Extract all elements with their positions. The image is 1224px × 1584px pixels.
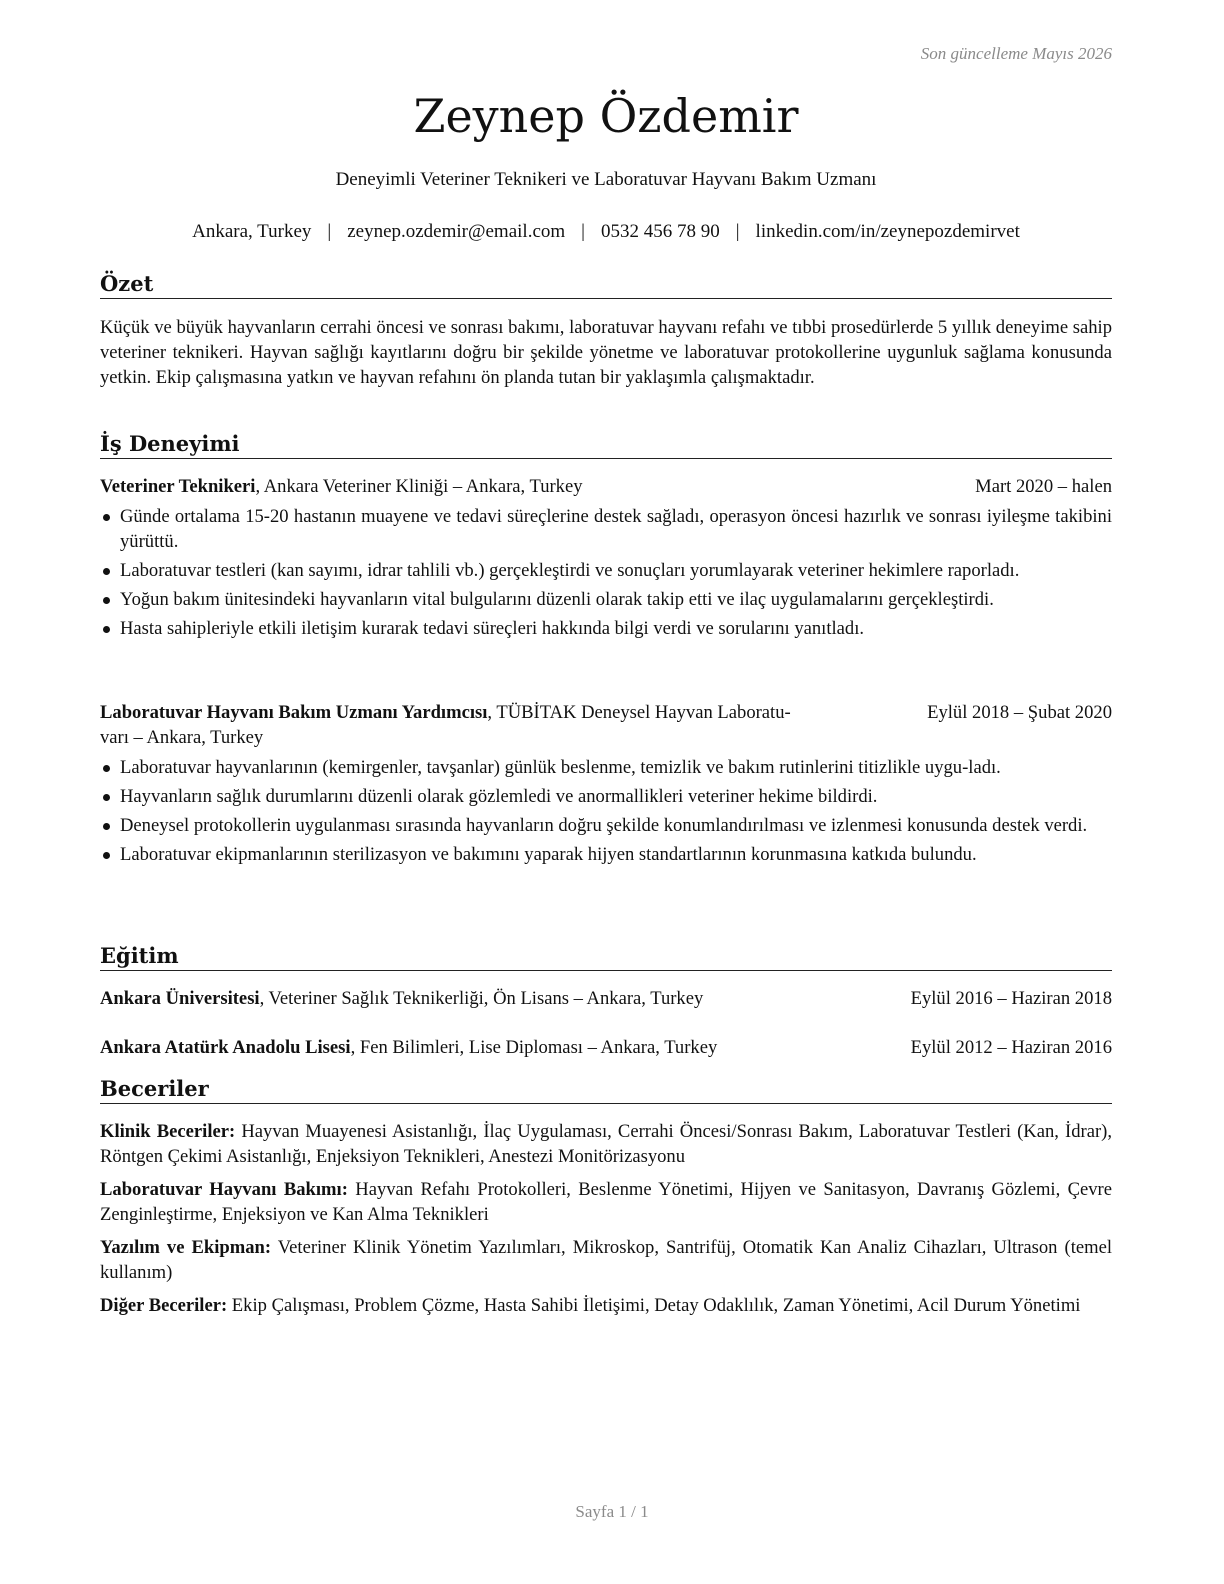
last-updated-note: Son güncelleme Mayıs 2026 [920, 44, 1112, 63]
list-item: Laboratuvar ekipmanlarının sterilizasyon ve bakımını yaparak hijyen standartlarının korunmasına katkıda bulundu. [100, 842, 1112, 867]
bullet-icon [103, 794, 110, 801]
bullet-icon [103, 852, 110, 859]
bullet-icon [103, 514, 110, 521]
list-item: Hayvanların sağlık durumlarını düzenli olarak gözlemledi ve anormallikleri veteriner hekime bildirdi. [100, 784, 1112, 809]
skill-group: Klinik Beceriler: Hayvan Muayenesi Asistanlığı, İlaç Uygulaması, Cerrahi Öncesi/Sonrası Bakım, Laboratuvar Testleri (Kan, İdrar), Röntgen Çekimi Asistanlığı, Enjeksiyon Teknikleri, Anestezi Monitörizasyonu [100, 1121, 1113, 1167]
school-name: Ankara Üniversitesi [100, 988, 260, 1009]
location: Ankara, Turkey [192, 221, 312, 242]
list-item: Deneysel protokollerin uygulanması sırasında hayvanların doğru şekilde konumlandırılması ve izlenmesi konusunda destek verdi. [100, 813, 1112, 838]
job-org-continued: varı – Ankara, Turkey [100, 727, 264, 748]
headline: Deneyimli Veteriner Teknikeri ve Laboratuvar Hayvanı Bakım Uzmanı [335, 169, 877, 190]
list-item: Hasta sahipleriyle etkili iletişim kurarak tedavi süreçleri hakkında bilgi verdi ve sorularını yanıtladı. [100, 616, 1112, 641]
education-entry [100, 1035, 1112, 1060]
job-role: Veteriner Teknikeri [100, 476, 256, 497]
skill-label: Laboratuvar Hayvanı Bakımı: [100, 1179, 348, 1200]
section-title-experience: İş Deneyimi [100, 431, 1112, 459]
list-item: Günde ortalama 15-20 hastanın muayene ve tedavi süreçlerine destek sağladı, operasyon öncesi hazırlık ve sonrası iyileşme takibini yürüttü. [100, 504, 1112, 554]
job-org: , Ankara Veteriner Kliniği – Ankara, Turkey [255, 476, 583, 497]
job-bullets [100, 755, 1112, 867]
skill-group: Laboratuvar Hayvanı Bakımı: Hayvan Refahı Protokolleri, Beslenme Yönetimi, Hijyen ve Sanitasyon, Davranış Gözlemi, Çevre Zenginleştirme, Enjeksiyon ve Kan Alma Teknikleri [100, 1179, 1112, 1225]
bullet-icon [103, 568, 110, 575]
job-entry [100, 474, 1112, 645]
skill-label: Yazılım ve Ekipman: [100, 1237, 272, 1258]
email-link[interactable]: zeynep.ozdemir@email.com [347, 221, 566, 242]
job-header [100, 700, 1112, 750]
job-role: Laboratuvar Hayvanı Bakım Uzmanı Yardımcısı [100, 702, 488, 723]
phone-number[interactable]: 0532 456 78 90 [600, 221, 720, 242]
degree-detail: , Fen Bilimleri, Lise Diploması – Ankara, Turkey [350, 1037, 718, 1058]
education-dates: Eylül 2016 – Haziran 2018 [910, 988, 1112, 1009]
job-bullets [100, 504, 1112, 641]
list-item: Yoğun bakım ünitesindeki hayvanların vital bulgularını düzenli olarak takip etti ve ilaç uygulamalarını gerçekleştirdi. [100, 587, 1112, 612]
contact-line [100, 220, 1112, 244]
separator: | [581, 221, 585, 242]
bullet-icon [103, 823, 110, 830]
job-dates: Eylül 2018 – Şubat 2020 [927, 702, 1112, 723]
section-title-skills: Beceriler [100, 1076, 1112, 1104]
job-org: , TÜBİTAK Deneysel Hayvan Laboratu- [487, 702, 791, 723]
summary-text: Küçük ve büyük hayvanların cerrahi öncesi ve sonrası bakımı, laboratuvar hayvanı refahı ve tıbbi prosedürlerde 5 yıllık deneyime sahip veteriner teknikeri. Hayvan sağlığı kayıtlarını doğru bir şekilde yönetme ve laboratuvar protokollerine uygunluk sağlama konusunda yetkin. Ekip çalışmasına yatkın ve hayvan refahını ön planda tutan bir yaklaşımla çalışmaktadır. [100, 317, 1112, 388]
job-header [100, 474, 1112, 499]
degree-detail: , Veteriner Sağlık Teknikerliği, Ön Lisans – Ankara, Turkey [259, 988, 704, 1009]
candidate-name: Zeynep Özdemir [413, 89, 799, 143]
job-dates: Mart 2020 – halen [975, 476, 1112, 497]
list-item: Laboratuvar testleri (kan sayımı, idrar tahlili vb.) gerçekleştirdi ve sonuçları yorumlayarak veteriner hekimlere raporladı. [100, 558, 1112, 583]
education-dates: Eylül 2012 – Haziran 2016 [910, 1037, 1112, 1058]
section-title-education: Eğitim [100, 943, 1112, 971]
education-entry [100, 986, 1112, 1011]
skill-label: Diğer Beceriler: [100, 1295, 228, 1316]
skill-group: Yazılım ve Ekipman: Veteriner Klinik Yönetim Yazılımları, Mikroskop, Santrifüj, Otomatik Kan Analiz Cihazları, Ultrason (temel kullanım) [100, 1237, 1112, 1283]
bullet-icon [103, 626, 110, 633]
section-title-summary: Özet [100, 271, 1112, 299]
skill-label: Klinik Beceriler: [100, 1121, 236, 1142]
skill-group: Diğer Beceriler: Ekip Çalışması, Problem Çözme, Hasta Sahibi İletişimi, Detay Odaklılık, Zaman Yönetimi, Acil Durum Yönetimi [100, 1295, 1081, 1316]
school-name: Ankara Atatürk Anadolu Lisesi [100, 1037, 351, 1058]
linkedin-link[interactable]: linkedin.com/in/zeynepozdemirvet [755, 221, 1020, 242]
job-entry [100, 700, 1112, 871]
bullet-icon [103, 765, 110, 772]
list-item: Laboratuvar hayvanlarının (kemirgenler, tavşanlar) günlük beslenme, temizlik ve bakım rutinlerini titizlikle uygu-ladı. [100, 755, 1112, 780]
bullet-icon [103, 597, 110, 604]
page-number: Sayfa 1 / 1 [575, 1502, 649, 1521]
separator: | [327, 221, 332, 242]
skills-list [100, 1119, 1112, 1326]
separator: | [735, 221, 740, 242]
